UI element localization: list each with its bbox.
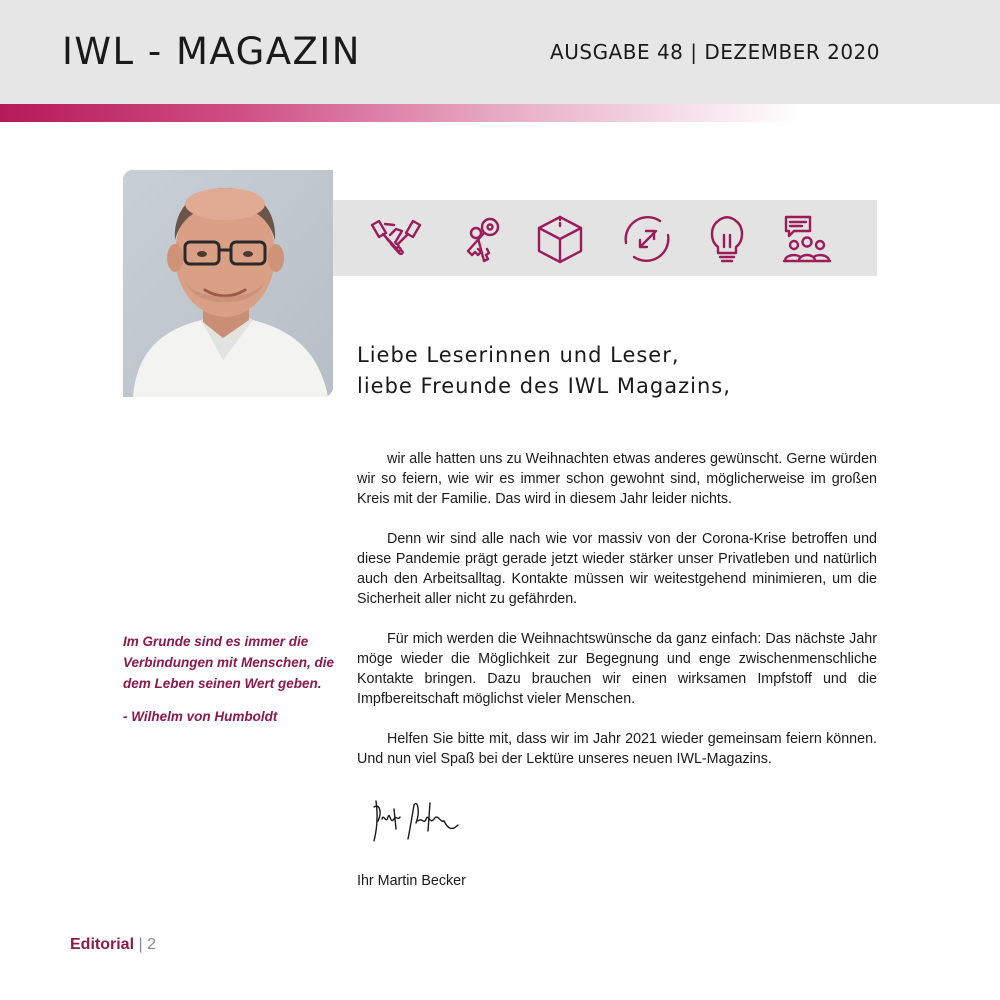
- icon-band: [333, 200, 877, 276]
- letter-paragraph: Denn wir sind alle nach wie vor massiv von der Corona-Krise betroffen und diese Pandemie prägt gerade jetzt wieder stärker unser Privatleben und natürlich auch den Arbeitsalltag. Kontakte müssen wir weitestgehend minimieren, um die Sicherheit aller nicht zu gefährden.: [357, 531, 877, 607]
- accent-gradient-bar: [0, 104, 800, 122]
- page-number: 2: [147, 936, 156, 953]
- handwritten-signature: [368, 795, 464, 847]
- issue-info: AUSGABE 48 | DEZEMBER 2020: [550, 40, 880, 64]
- quote-author: - Wilhelm von Humboldt: [123, 709, 278, 724]
- keys-icon: [456, 213, 510, 265]
- quote-text: Im Grunde sind es immer die Verbindungen mit Menschen, die dem Leben seinen Wert geben.: [123, 634, 335, 691]
- letter-paragraph: Helfen Sie bitte mit, dass wir im Jahr 2021 wieder gemeinsam feiern können. Und nun viel Spaß bei der Lektüre unseres neuen IWL-Magazins.: [357, 731, 877, 767]
- magazine-title: IWL - MAGAZIN: [62, 30, 361, 73]
- greeting-line-2: liebe Freunde des IWL Magazins,: [357, 374, 731, 398]
- exchange-icon: [620, 213, 674, 265]
- pull-quote: [123, 631, 338, 727]
- handshake-icon: [369, 213, 423, 265]
- letter-paragraph: wir alle hatten uns zu Weihnachten etwas anderes gewünscht. Gerne würden wir so feiern, wie wir es immer schon gewohnt sind, möglicherweise im großen Kreis mit der Familie. Das wird in diesem Jahr leider nichts.: [357, 451, 877, 507]
- header-bar: [0, 0, 1000, 104]
- cube-icon: [533, 213, 587, 265]
- section-label: Editorial: [70, 936, 135, 953]
- lightbulb-icon: [700, 213, 754, 265]
- page-footer: [70, 936, 156, 954]
- team-chat-icon: [780, 213, 834, 265]
- greeting-line-1: Liebe Leserinnen und Leser,: [357, 343, 680, 367]
- letter-body: [357, 449, 877, 789]
- greeting: [357, 340, 731, 402]
- signoff-name: Ihr Martin Becker: [357, 873, 466, 889]
- letter-paragraph: Für mich werden die Weihnachtswünsche da ganz einfach: Das nächste Jahr möge wieder die Möglichkeit zur Begegnung und enge zwischenmenschliche Kontakte bringen. Dazu brauchen wir einen wirksamen Impfstoff und die Impfbereitschaft möglichst vieler Menschen.: [357, 631, 877, 707]
- footer-separator: |: [138, 936, 143, 953]
- author-photo: [123, 170, 333, 397]
